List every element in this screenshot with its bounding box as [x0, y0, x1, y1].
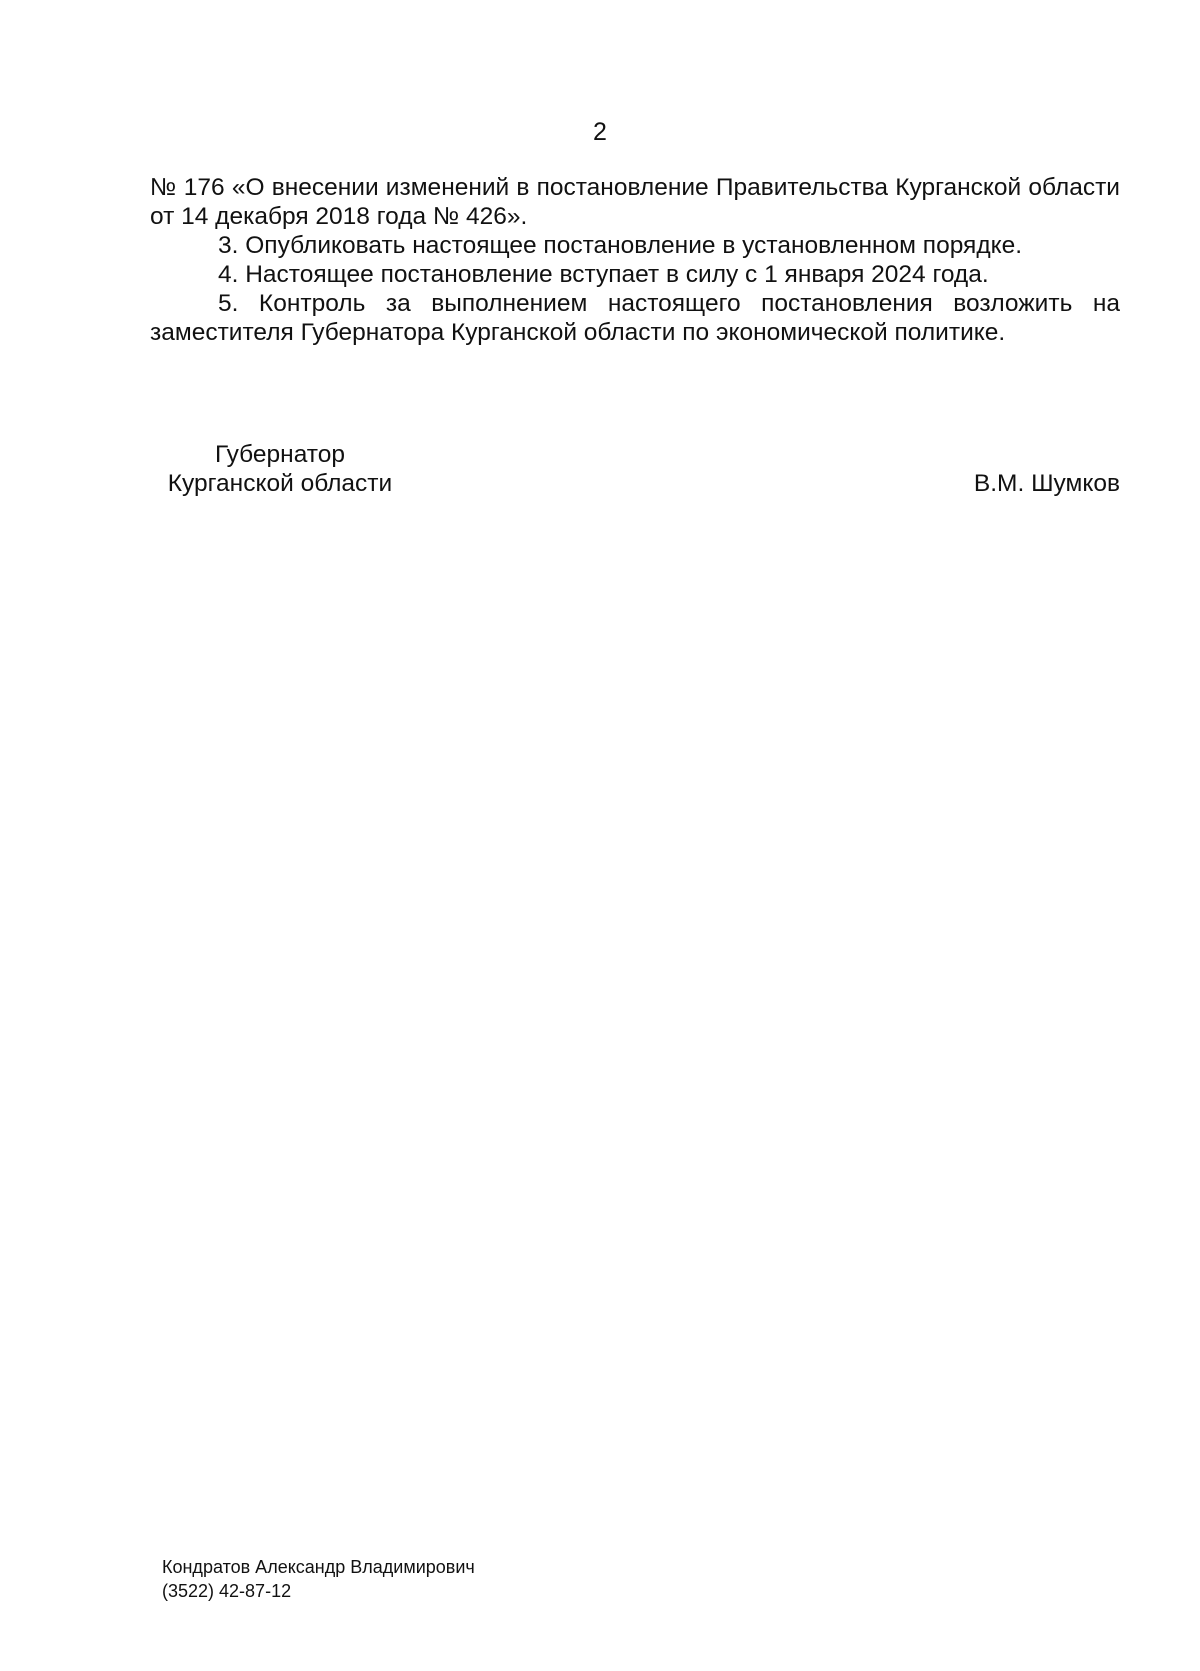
executor-name: Кондратов Александр Владимирович — [162, 1557, 475, 1577]
signatory-position-line2: Курганской области — [167, 470, 393, 497]
signatory-position — [155, 440, 405, 498]
paragraph-item-5: 5. Контроль за выполнением настоящего постановления возложить на заместителя Губернатора Курганской области по экономической политике. — [150, 290, 1120, 346]
page-number: 2 — [593, 118, 607, 146]
executor-block — [162, 1555, 475, 1603]
signatory-position-line1: Губернатор — [215, 441, 345, 468]
executor-phone: (3522) 42-87-12 — [162, 1581, 292, 1601]
paragraph-continuation: № 176 «О внесении изменений в постановление Правительства Курганской области от 14 декабря 2018 года № 426». — [150, 174, 1120, 230]
document-body — [150, 173, 1120, 347]
paragraph-item-3: 3. Опубликовать настоящее постановление в установленном порядке. — [218, 232, 1023, 259]
signatory-name: В.М. Шумков — [973, 470, 1120, 497]
paragraph-item-4: 4. Настоящее постановление вступает в силу с 1 января 2024 года. — [218, 261, 989, 288]
